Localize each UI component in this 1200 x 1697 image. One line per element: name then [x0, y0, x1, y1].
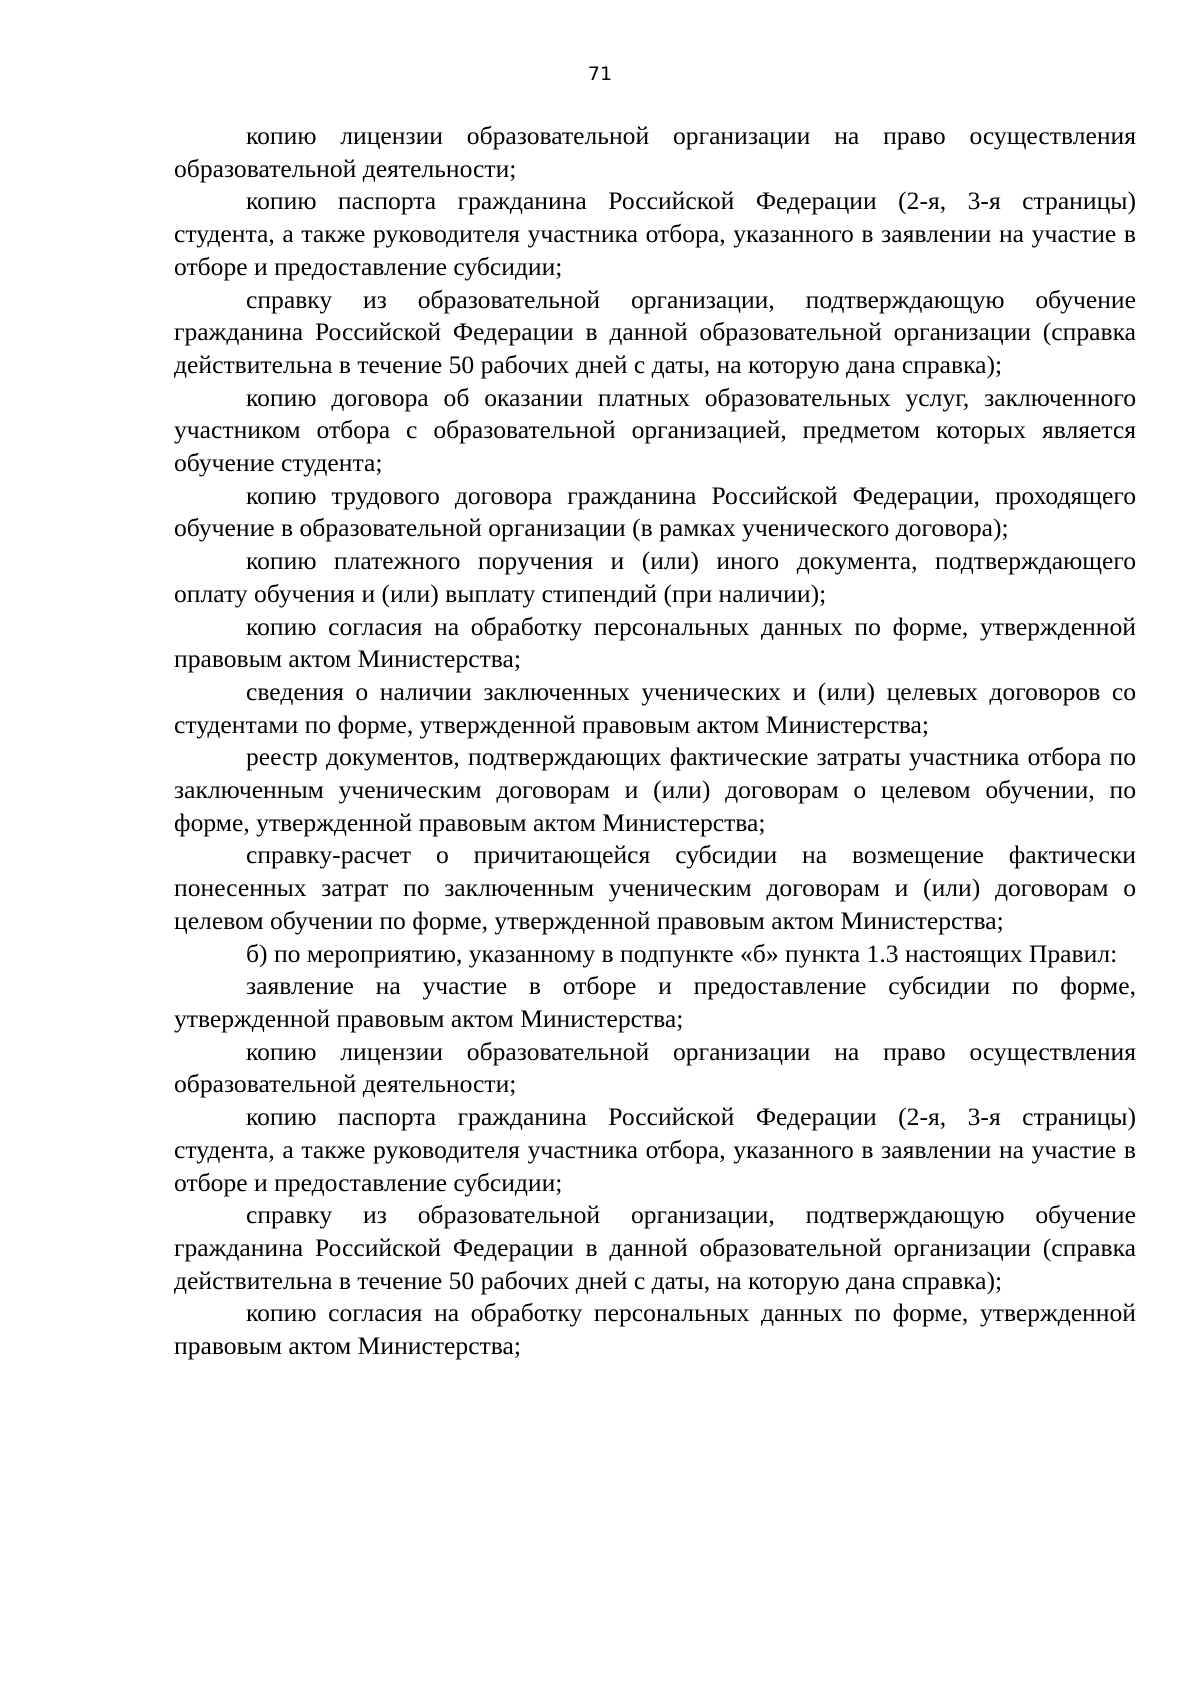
paragraph-study-certificate: справку из образовательной организации, подтверждающую обучение гражданина Российской Федерации в данной образовательной организации (справка действительна в течение 50 рабочих дней с даты, на которую дана справка); — [174, 284, 1136, 379]
paragraph-license-copy-2: копию лицензии образовательной организации на право осуществления образовательной деятельности; — [174, 1036, 1136, 1099]
paragraph-item-b: б) по мероприятию, указанному в подпункте «б» пункта 1.3 настоящих Правил: — [246, 938, 1118, 968]
paragraph-data-consent: копию согласия на обработку персональных данных по форме, утвержденной правовым актом Министерства; — [174, 611, 1136, 674]
paragraph-payment-order: копию платежного поручения и (или) иного документа, подтверждающего оплату обучения и (или) выплату стипендий (при наличии); — [174, 546, 1136, 608]
paragraph-application: заявление на участие в отборе и предоставление субсидии по форме, утвержденной правовым актом Министерства; — [174, 971, 1136, 1033]
paragraph-license-copy: копию лицензии образовательной организации на право осуществления образовательной деятельности; — [174, 121, 1136, 183]
paragraph-passport-copy-2: копию паспорта гражданина Российской Федерации (2-я, 3-я страницы) студента, а также руководителя участника отбора, указанного в заявлении на участие в отборе и предоставление субсидии; — [174, 1102, 1136, 1197]
paragraph-contracts-info: сведения о наличии заключенных ученических и (или) целевых договоров со студентами по форме, утвержденной правовым актом Министерства; — [174, 676, 1136, 739]
page-number: 71 — [587, 63, 613, 85]
paragraph-data-consent-2: копию согласия на обработку персональных данных по форме, утвержденной правовым актом Министерства; — [174, 1298, 1136, 1361]
paragraph-paid-services-contract: копию договора об оказании платных образовательных услуг, заключенного участником отбора с образовательной организацией, предметом которых является обучение студента; — [174, 382, 1136, 478]
document-body — [174, 120, 1136, 1363]
paragraph-subsidy-calculation: справку-расчет о причитающейся субсидии на возмещение фактически понесенных затрат по заключенным ученическим договорам и (или) договорам о целевом обучении по форме, утвержденной правовым актом Министерства; — [174, 840, 1136, 935]
paragraph-documents-register: реестр документов, подтверждающих фактические затраты участника отбора по заключенным ученическим договорам и (или) договорам о целевом обучении, по форме, утвержденной правовым актом Министерства; — [174, 742, 1136, 837]
paragraph-passport-copy: копию паспорта гражданина Российской Федерации (2-я, 3-я страницы) студента, а также руководителя участника отбора, указанного в заявлении на участие в отборе и предоставление субсидии; — [174, 186, 1136, 281]
paragraph-study-certificate-2: справку из образовательной организации, подтверждающую обучение гражданина Российской Федерации в данной образовательной организации (справка действительна в течение 50 рабочих дней с даты, на которую дана справка); — [174, 1200, 1136, 1295]
paragraph-employment-contract: копию трудового договора гражданина Российской Федерации, проходящего обучение в образовательной организации (в рамках ученического договора); — [174, 480, 1136, 543]
